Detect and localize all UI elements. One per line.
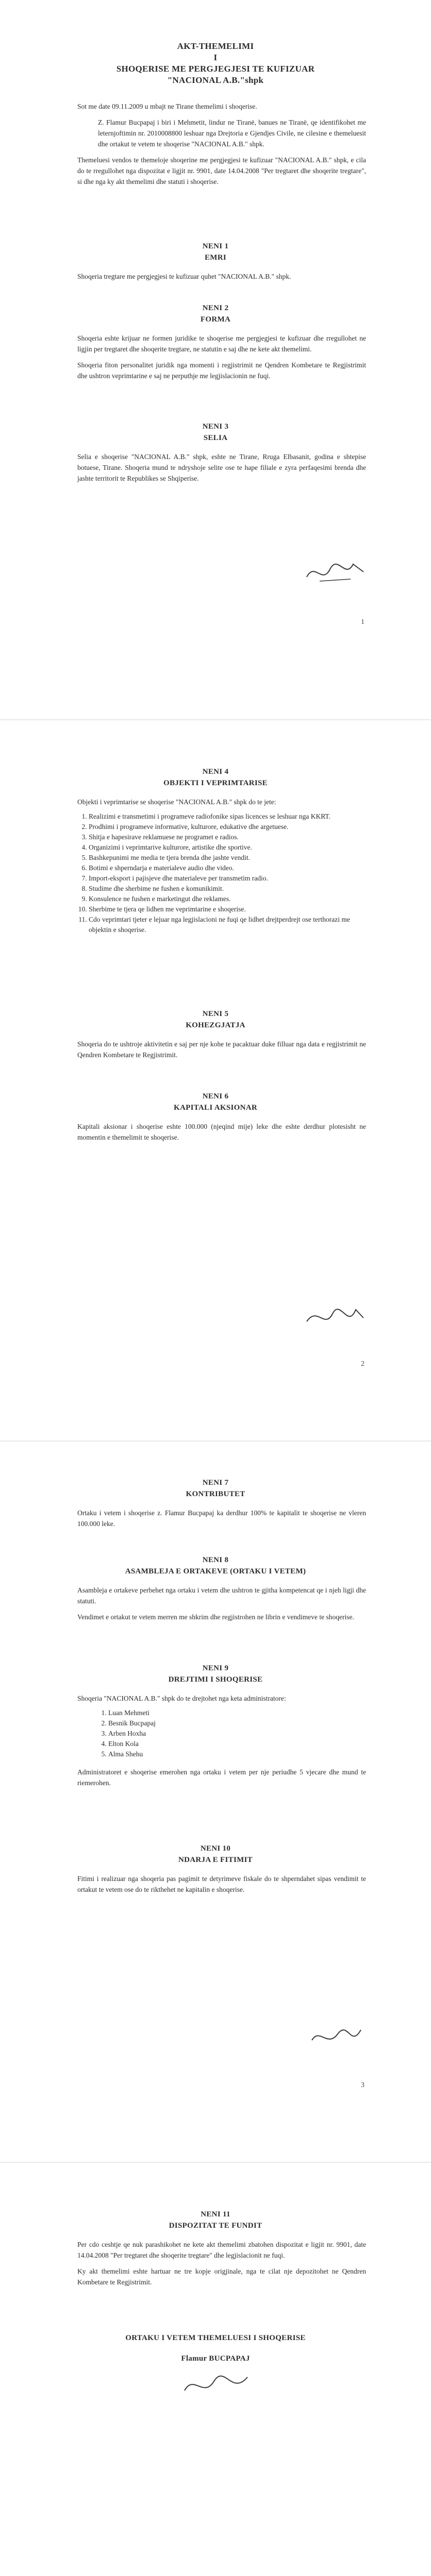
article-2-title: FORMA — [200, 315, 231, 324]
article-7-title: KONTRIBUTET — [186, 1490, 245, 1498]
list-item: 1. Realizimi e transmetimi i programeve radiofonike sipas licences se leshuar nga KKRT. — [89, 811, 366, 822]
article-4-intro: Objekti i veprimtarise se shoqerise "NACIONAL A.B." shpk do te jete: — [77, 798, 276, 806]
founder-name: Flamur BUCPAPAJ — [181, 2354, 250, 2363]
article-5-number: NENI 5 — [202, 1010, 229, 1018]
page-divider — [0, 719, 431, 720]
article-9-title: DREJTIMI I SHOQERISE — [168, 1675, 263, 1684]
article-2-text-2: Shoqeria fiton personalitet juridik nga momenti i regjistrimit ne Qendren Kombetare te Regjistrimit dhe ushtron veprimtarine e saj ne perputhje me legjislacionin ne fuqi. — [77, 361, 366, 380]
page-divider — [0, 2162, 431, 2163]
article-10-title: NDARJA E FITIMIT — [178, 1856, 253, 1864]
list-item: 5. Bashkepunimi me media te tjera brenda dhe jashte vendit. — [89, 853, 366, 863]
page-2 — [0, 721, 431, 1440]
article-9-text: Shoqeria "NACIONAL A.B." shpk do te drejtohet nga keta administratore: — [77, 1694, 286, 1702]
article-3-body — [77, 451, 366, 484]
page-number: 3 — [361, 2081, 364, 2089]
doc-title-line3: SHOQERISE ME PERGJEGJESI TE KUFIZUAR — [116, 64, 315, 74]
signature-icon — [304, 556, 366, 587]
list-item: 11. Cdo veprimtari tjeter e lejuar nga legjislacioni ne fuqi qe lidhet drejtperdrejt ose terthorazi me objektin e shoqerise. — [89, 914, 366, 935]
list-item: 10. Sherbime te tjera qe lidhen me veprimtarine e shoqerise. — [89, 904, 366, 914]
article-2-number: NENI 2 — [202, 304, 229, 312]
list-item: 8. Studime dhe sherbime ne fushen e komunikimit. — [89, 884, 366, 894]
article-9-number: NENI 9 — [202, 1664, 229, 1672]
article-6-text: Kapitali aksionar i shoqerise eshte 100.000 (njeqind mije) leke dhe eshte derdhur plotesisht ne momentin e themelimit te shoqerise. — [77, 1123, 366, 1141]
list-item: 2. Besnik Bucpapaj — [108, 1718, 366, 1728]
article-5-body — [77, 1039, 366, 1060]
article-7-number: NENI 7 — [202, 1479, 229, 1487]
intro-section — [77, 101, 366, 187]
founder-text: Z. Flamur Bucpapaj i biri i Mehmetit, lindur ne Tiranë, banues ne Tiranë, qe identifikohet me leternjoftimin nr. 2010008800 leshuar nga Drejtoria e Gjendjes Civile, ne cilesine e themeluesit dhe ortakut te vetem te shoqerise "NACIONAL A.B." shpk. — [98, 118, 366, 148]
article-5-title: KOHEZGJATJA — [186, 1021, 245, 1029]
list-item: 4. Organizimi i veprimtarive kulturore, artistike dhe sportive. — [89, 842, 366, 853]
article-1-text: Shoqeria tregtare me pergjegjesi te kufizuar quhet "NACIONAL A.B." shpk. — [77, 273, 291, 280]
signature-icon — [304, 1303, 366, 1334]
doc-title-line4: "NACIONAL A.B."shpk — [167, 75, 264, 85]
administrators-list — [77, 1708, 366, 1759]
article-2-body — [77, 333, 366, 381]
article-8-body — [77, 1585, 366, 1622]
article-2-text-1: Shoqeria eshte krijuar ne formen juridike te shoqerise me pergjegjesi te kufizuar dhe rregullohet ne ligjin per tregtaret dhe shoqerite tregtare, ne statutin e saj dhe ne kete akt themelimi. — [77, 334, 366, 353]
article-1-title: EMRI — [204, 253, 227, 262]
article-1-body — [77, 271, 366, 282]
article-4-body — [77, 796, 366, 935]
signature-icon — [309, 2025, 366, 2053]
list-item: 9. Konsulence ne fushen e marketingut dhe reklames. — [89, 894, 366, 904]
list-item: 3. Arben Hoxha — [108, 1728, 366, 1739]
page-number: 1 — [361, 618, 364, 626]
article-1-number: NENI 1 — [202, 242, 229, 250]
article-4-title: OBJEKTI I VEPRIMTARISE — [163, 779, 268, 787]
doc-title-line1: AKT-THEMELIMI — [177, 41, 254, 51]
article-11-number: NENI 11 — [201, 2210, 230, 2218]
page-1 — [0, 0, 431, 719]
article-10-number: NENI 10 — [200, 1844, 231, 1853]
article-11-text-1: Per cdo ceshtje qe nuk parashikohet ne kete akt themelimi zbatohen dispozitat e ligjit nr. 9901, date 14.04.2008 "Per tregtaret dhe shoqerite tregtare" dhe legjislacionit ne fuqi. — [77, 2241, 366, 2259]
list-item: 3. Shitja e hapesirave reklamuese ne programet e radios. — [89, 832, 366, 842]
article-3-number: NENI 3 — [202, 422, 229, 431]
article-4-list — [77, 811, 366, 935]
article-11-title: DISPOZITAT TE FUNDIT — [169, 2222, 262, 2230]
article-10-text: Fitimi i realizuar nga shoqeria pas pagimit te detyrimeve fiskale do te shperndahet sipas vendimit te ortakut te vetem ose do te rikthehet ne kapitalin e shoqerise. — [77, 1875, 366, 1893]
article-8-number: NENI 8 — [202, 1556, 229, 1564]
article-6-number: NENI 6 — [202, 1092, 229, 1100]
list-item: 5. Alma Shehu — [108, 1749, 366, 1759]
list-item: 2. Prodhimi i programeve informative, kulturore, edukative dhe argetuese. — [89, 822, 366, 832]
doc-title-line2: I — [213, 53, 218, 62]
article-8-text-1: Asambleja e ortakeve perbehet nga ortaku i vetem dhe ushtron te gjitha kompetencat qe i njeh ligji dhe statuti. — [77, 1586, 366, 1605]
page-number: 2 — [361, 1360, 364, 1368]
founder-paragraph: Themeluesi vendos te themeloje shoqerine me pergjegjesi te kufizuar "NACIONAL A.B." shpk, e cila do te rregullohet nga dispozitat e ligjit nr. 9901, date 14.04.2008 "Per tregtaret dhe shoqerite tregtare", si dhe nga ky akt themelimi dhe statuti i shoqerise. — [77, 156, 366, 185]
article-11-body — [77, 2239, 366, 2287]
page-3 — [0, 1443, 431, 2161]
article-6-body — [77, 1121, 366, 1143]
article-9-body — [77, 1693, 366, 1788]
list-item: 1. Luan Mehmeti — [108, 1708, 366, 1718]
article-3-text: Selia e shoqerise "NACIONAL A.B." shpk, eshte ne Tirane, Rruga Elbasanit, godina e shtepise botuese, Tirane. Shoqeria mund te ndryshoje selite ose te hape filiale e zyra perfaqesimi brenda dhe jashte territorit te Republikes se Shqiperise. — [77, 453, 366, 482]
article-4-number: NENI 4 — [202, 768, 229, 776]
article-7-text: Ortaku i vetem i shoqerise z. Flamur Bucpapaj ka derdhur 100% te kapitalit te shoqerise ne vleren 100.000 leke. — [77, 1509, 366, 1528]
article-8-title: ASAMBLEJA E ORTAKEVE (ORTAKU I VETEM) — [125, 1567, 306, 1575]
article-11-text-2: Ky akt themelimi eshte hartuar ne tre kopje origjinale, nga te cilat nje depozitohet ne Qendren Kombetare te Regjistrimit. — [77, 2267, 366, 2286]
article-7-body — [77, 1507, 366, 1529]
article-9-text-2: Administratoret e shoqerise emerohen nga ortaku i vetem per nje periudhe 5 vjecare dhe mund te riemerohen. — [77, 1768, 366, 1787]
list-item: 4. Elton Kola — [108, 1739, 366, 1749]
page-divider — [0, 1440, 431, 1442]
article-8-text-2: Vendimet e ortakut te vetem merren me shkrim dhe regjistrohen ne librin e vendimeve te shoqerise. — [77, 1613, 354, 1621]
signature-icon — [180, 2370, 253, 2401]
article-5-text: Shoqeria do te ushtroje aktivitetin e saj per nje kohe te pacaktuar duke filluar nga data e regjistrimit ne Qendren Kombetare te Regjistrimit. — [77, 1040, 366, 1059]
page-4 — [0, 2164, 431, 2576]
article-10-body — [77, 1873, 366, 1895]
list-item: 7. Import-eksport i pajisjeve dhe materialeve per transmetim radio. — [89, 873, 366, 884]
article-6-title: KAPITALI AKSIONAR — [174, 1104, 257, 1112]
article-3-title: SELIA — [203, 434, 228, 442]
founders-heading: ORTAKU I VETEM THEMELUESI I SHOQERISE — [125, 2334, 306, 2342]
list-item: 6. Botimi e shperndarja e materialeve audio dhe video. — [89, 863, 366, 873]
intro-text: Sot me date 09.11.2009 u mbajt ne Tirane themelimi i shoqerise. — [77, 103, 257, 110]
